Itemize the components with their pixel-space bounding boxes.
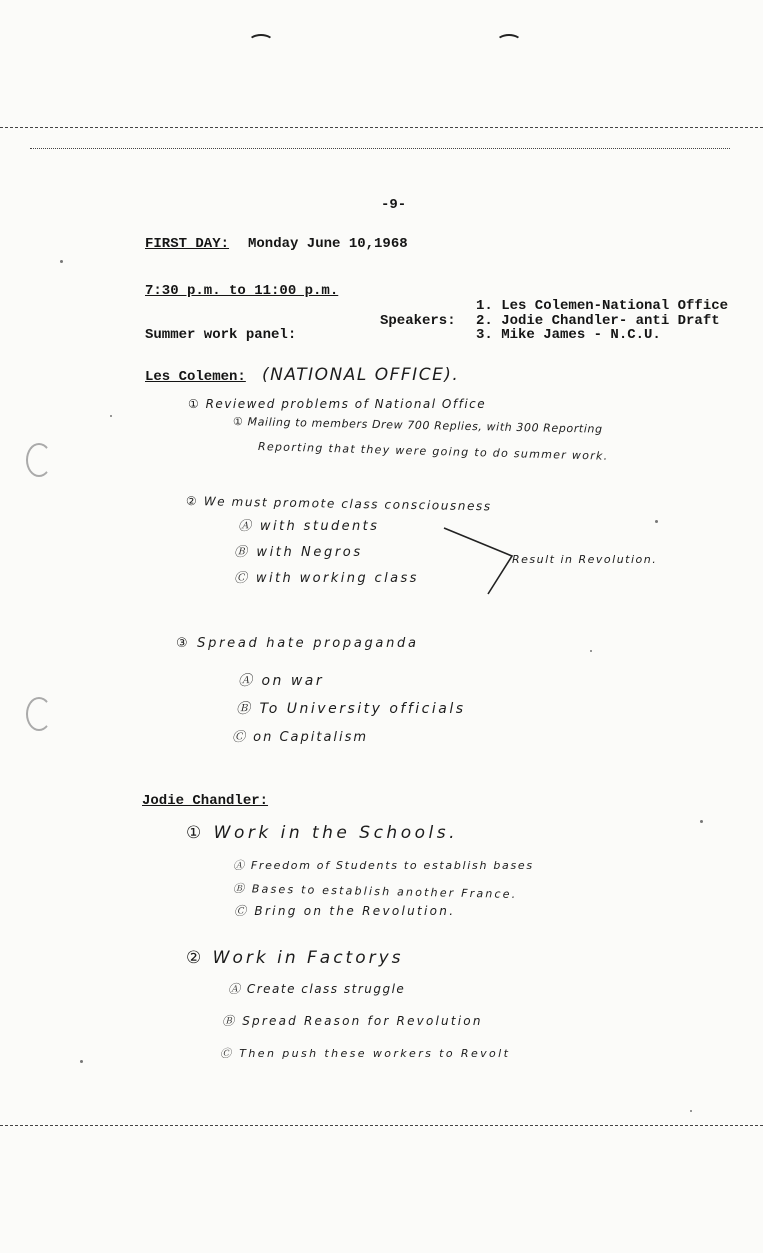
- les-line-2: ① Mailing to members Drew 700 Replies, with 300 Reporting: [232, 415, 603, 436]
- les-line-7: Ⓒ with working class: [234, 571, 419, 586]
- page-number: -9-: [381, 197, 407, 213]
- speaker-1: 1. Les Colemen-National Office: [476, 298, 729, 314]
- jodie-line-2: Ⓐ Freedom of Students to establish bases: [233, 859, 534, 872]
- les-line-12: Ⓒ on Capitalism: [232, 730, 369, 745]
- les-line-11: Ⓑ To University officials: [236, 701, 466, 717]
- jodie-line-6: Ⓐ Create class struggle: [228, 982, 406, 996]
- scan-rule-2: [30, 148, 730, 149]
- les-line-8: Result in Revolution.: [512, 553, 658, 566]
- jodie-line-1: ① Work in the Schools.: [186, 823, 458, 843]
- punch-hole-top: [26, 443, 52, 477]
- jodie-line-5: ② Work in Factorys: [186, 948, 404, 968]
- jodie-line-7: Ⓑ Spread Reason for Revolution: [222, 1014, 483, 1028]
- session-time: 7:30 p.m. to 11:00 p.m.: [145, 283, 339, 299]
- panel-label: Summer work panel:: [145, 327, 297, 343]
- jodie-line-4: Ⓒ Bring on the Revolution.: [234, 904, 456, 918]
- jodie-line-8: Ⓒ Then push these workers to Revolt: [220, 1047, 511, 1060]
- binding-mark-right: [496, 34, 522, 50]
- les-line-1: ① Reviewed problems of National Office: [188, 397, 487, 411]
- les-heading-note: (NATIONAL OFFICE).: [262, 365, 460, 385]
- jodie-heading: Jodie Chandler:: [142, 793, 269, 809]
- scan-rule-top: [0, 127, 763, 128]
- binding-mark-left: [248, 34, 274, 50]
- punch-hole-bottom: [26, 697, 52, 731]
- speaker-3: 3. Mike James - N.C.U.: [476, 327, 661, 343]
- first-day-label: FIRST DAY:: [145, 236, 230, 252]
- speaker-2: 2. Jodie Chandler- anti Draft: [476, 313, 720, 329]
- first-day-date: Monday June 10,1968: [248, 236, 408, 252]
- les-line-6: Ⓑ with Negros: [234, 545, 363, 560]
- les-line-5: Ⓐ with students: [238, 519, 380, 534]
- jodie-line-3: Ⓑ Bases to establish another France.: [232, 882, 518, 901]
- scan-rule-bottom: [0, 1125, 763, 1126]
- les-line-3: Reporting that they were going to do summer work.: [257, 440, 609, 463]
- les-heading: Les Colemen:: [145, 369, 246, 385]
- les-line-9: ③ Spread hate propaganda: [176, 636, 419, 651]
- les-line-4: ② We must promote class consciousness: [185, 494, 492, 514]
- speakers-label: Speakers:: [380, 313, 456, 329]
- les-line-10: Ⓐ on war: [238, 673, 325, 689]
